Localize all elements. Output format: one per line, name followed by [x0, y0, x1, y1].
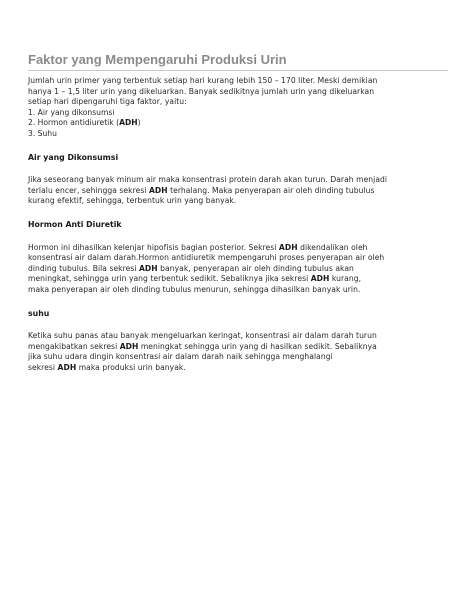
body-text: sekresi [28, 362, 58, 372]
body-text: dikendalikan oleh [297, 242, 368, 252]
adh-term: ADH [278, 242, 298, 252]
section-body-hormon [28, 243, 448, 296]
body-text: kurang, [329, 274, 362, 284]
adh-term: ADH [310, 274, 330, 284]
section-body-air [28, 175, 448, 207]
title-divider [28, 70, 448, 71]
body-text: mengakibatkan sekresi [28, 341, 120, 351]
body-line [28, 342, 448, 353]
body-text: Hormon ini dihasilkan kelenjar hipofisis bagian posterior. Sekresi [28, 242, 279, 252]
body-text: banyak, penyerapan air oleh dinding tubulus akan [157, 263, 354, 273]
factor-item-suhu: 3. Suhu [28, 128, 57, 138]
body-line: kurang efektif, sehingga, terbentuk urin yang banyak. [28, 196, 237, 206]
intro-line: Jumlah urin primer yang terbentuk setiap hari kurang lebih 150 – 170 liter. Meski demikian [28, 76, 378, 85]
section-heading-air: Air yang Dikonsumsi [28, 152, 119, 162]
body-line [28, 264, 448, 275]
body-line [28, 363, 448, 374]
body-line [28, 274, 448, 285]
adh-term: ADH [138, 263, 158, 273]
factor-item-adh [28, 118, 448, 129]
body-line: jika suhu udara dingin konsentrasi air dalam darah naik sehingga menghalangi [28, 352, 333, 362]
factor-item-adh-text: 2. Hormon antidiuretik ( [28, 118, 120, 128]
body-line: Ketika suhu panas atau banyak mengeluarkan keringat, konsentrasi air dalam darah turun [28, 331, 377, 341]
body-line: konsentrasi air dalam darah.Hormon antidiuretik mempengaruhi proses penyerapan air oleh [28, 253, 385, 263]
body-text: terhalang. Maka penyerapan air oleh dinding tubulus [167, 185, 375, 195]
body-text: terlalu encer, sehingga sekresi [28, 185, 149, 195]
document-page [28, 52, 448, 373]
document-title: Faktor yang Mempengaruhi Produksi Urin [28, 52, 287, 67]
intro-paragraph [28, 76, 448, 108]
body-line: Jika seseorang banyak minum air maka konsentrasi protein darah akan turun. Darah menjadi [28, 175, 388, 185]
adh-term: ADH [119, 341, 139, 351]
body-line [28, 186, 448, 197]
section-heading-hormon: Hormon Anti Diuretik [28, 219, 122, 229]
adh-term: ADH [57, 362, 77, 372]
section-heading-suhu: suhu [28, 308, 50, 318]
intro-line: hanya 1 – 1,5 liter urin yang dikeluarkan. Banyak sedikitnya jumlah urin yang dikeluarkan [28, 86, 375, 96]
adh-term: ADH [148, 185, 168, 195]
body-text: meningkat, sehingga urin yang terbentuk sedikit. Sebaliknya jika sekresi [28, 274, 311, 284]
adh-term: ADH [119, 118, 138, 128]
body-text: maka produksi urin banyak. [76, 362, 186, 372]
body-text: dinding tubulus. Bila sekresi [28, 263, 139, 273]
body-text: meningkat sehingga urin yang di hasilkan sedikit. Sebaliknya [138, 341, 377, 351]
factor-item-adh-close: ) [137, 118, 141, 128]
body-line: maka penyerapan air oleh dinding tubulus menurun, sehingga dihasilkan banyak urin. [28, 284, 361, 294]
factor-list [28, 108, 448, 140]
intro-line: setiap hari dipengaruhi tiga faktor, yaitu: [28, 97, 187, 107]
factor-item-air: 1. Air yang dikonsumsi [28, 107, 115, 117]
section-body-suhu [28, 331, 448, 373]
body-line [28, 243, 448, 254]
